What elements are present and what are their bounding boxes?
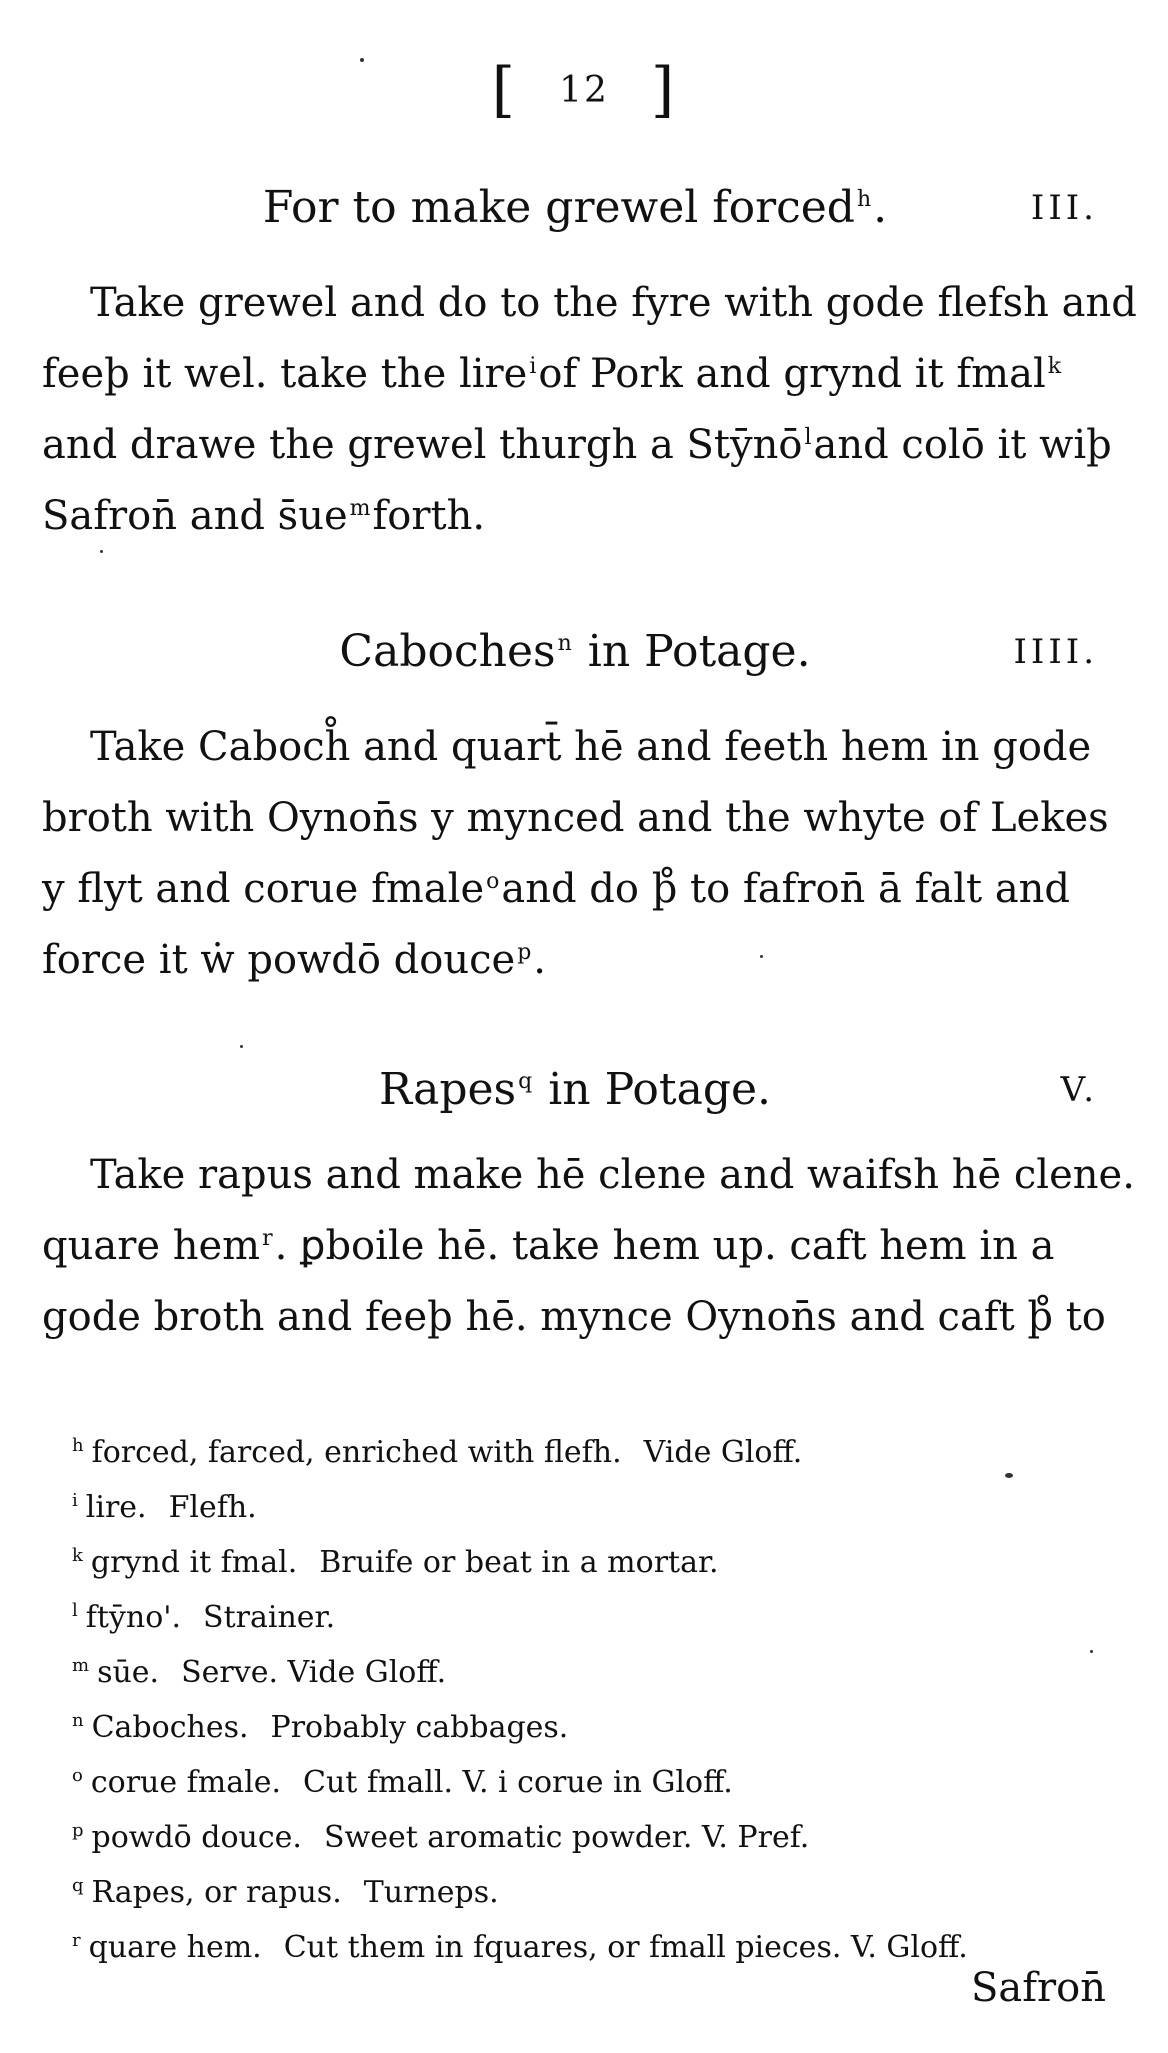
scan-speck xyxy=(100,550,103,553)
footnote-marker: m xyxy=(349,495,371,521)
footnote-marker: q xyxy=(518,1069,533,1095)
text-line: Take grewel and do to the fyre with gode flefsh and xyxy=(90,280,1137,326)
recipe-body xyxy=(42,712,1122,996)
recipe-heading xyxy=(0,622,1168,682)
text-line: feeþ it wel. take the lire$^i$of Pork and grynd it fmal$^k$ xyxy=(42,351,1062,397)
text-line: Safron̄ and s̄ue$^m$forth. xyxy=(42,493,486,539)
text-line: Take Caboch̊ and quart̄ hē and feeth hem in gode xyxy=(90,724,1092,770)
footnote: $^m$ sūe. Serve. Vide Gloff. xyxy=(72,1655,447,1690)
recipe-title-text: Rapes xyxy=(378,1064,517,1115)
footnote: $^l$ ftȳno'. Strainer. xyxy=(72,1600,336,1635)
recipe-title-suffix: in Potage. xyxy=(548,1064,772,1115)
footnote-marker: i xyxy=(529,353,537,379)
text-line: and drawe the grewel thurgh a Stȳnō$^l$and colō it wiþ xyxy=(42,422,1112,468)
scan-speck xyxy=(240,1045,243,1048)
text-line: gode broth and feeþ hē. mynce Oynon̄s and caft þ̊ to xyxy=(42,1294,1106,1340)
recipe-heading xyxy=(0,1060,1168,1120)
footnote: $^i$ lire. Flefh. xyxy=(72,1490,257,1525)
left-bracket: [ xyxy=(491,55,518,125)
text-line: broth with Oynon̄s y mynced and the whyte of Lekes xyxy=(42,795,1109,841)
recipe-number: III. xyxy=(1030,188,1098,228)
text-line: force it ẇ powdō douce$^p$. xyxy=(42,937,546,983)
scan-speck xyxy=(360,58,364,62)
footnote-marker: o xyxy=(486,868,500,894)
recipe-title-text: Caboches xyxy=(339,626,556,677)
text-line: y flyt and corue fmale$^o$and do þ̊ to fafron̄ ā falt and xyxy=(42,866,1071,912)
recipe-number: IIII. xyxy=(1013,632,1098,672)
recipe-title xyxy=(0,622,1150,682)
footnote: $^r$ quare hem. Cut them in fquares, or fmall pieces. V. Gloff. xyxy=(72,1930,968,1965)
footnote: $^o$ corue fmale. Cut fmall. V. i corue in Gloff. xyxy=(72,1765,733,1800)
footnote: $^n$ Caboches. Probably cabbages. xyxy=(72,1710,569,1745)
footnote: $^q$ Rapes, or rapus. Turneps. xyxy=(72,1875,499,1910)
catchword: Safron̄ xyxy=(970,1965,1106,2011)
footnote-marker: k xyxy=(1047,353,1062,379)
recipe-body xyxy=(42,268,1137,552)
footnote: $^p$ powdō douce. Sweet aromatic powder. V. Pref. xyxy=(72,1820,810,1855)
footnote-marker: p xyxy=(517,939,532,965)
footnote: $^h$ forced, farced, enriched with flefh. Vide Gloff. xyxy=(72,1435,803,1470)
footnotes xyxy=(72,1425,1112,1975)
recipe-title-text: For to make grewel forced xyxy=(262,182,855,233)
recipe-body xyxy=(42,1140,1135,1353)
scan-speck xyxy=(1005,1473,1013,1478)
recipe-title xyxy=(0,1060,1150,1120)
footnote-marker: r xyxy=(262,1225,273,1251)
recipe-title xyxy=(0,178,1150,238)
footnote-marker: h xyxy=(856,187,872,213)
scan-speck xyxy=(760,955,763,958)
page-number xyxy=(0,55,1168,125)
recipe-heading xyxy=(0,178,1168,238)
footnote-marker: n xyxy=(557,631,572,657)
text-line: Take rapus and make hē clene and waifsh hē clene. xyxy=(90,1152,1135,1198)
text-line: quare hem$^r$. ꝑboile hē. take hem up. caft hem in a xyxy=(42,1223,1055,1269)
footnote-marker: l xyxy=(804,424,812,450)
recipe-title-suffix: . xyxy=(873,182,888,233)
right-bracket: ] xyxy=(650,55,677,125)
recipe-number: V. xyxy=(1060,1070,1098,1110)
page-number-value: 12 xyxy=(559,69,609,111)
recipe-title-suffix: in Potage. xyxy=(587,626,811,677)
footnote: $^k$ grynd it fmal. Bruife or beat in a mortar. xyxy=(72,1545,719,1580)
scan-speck xyxy=(1090,1650,1093,1653)
